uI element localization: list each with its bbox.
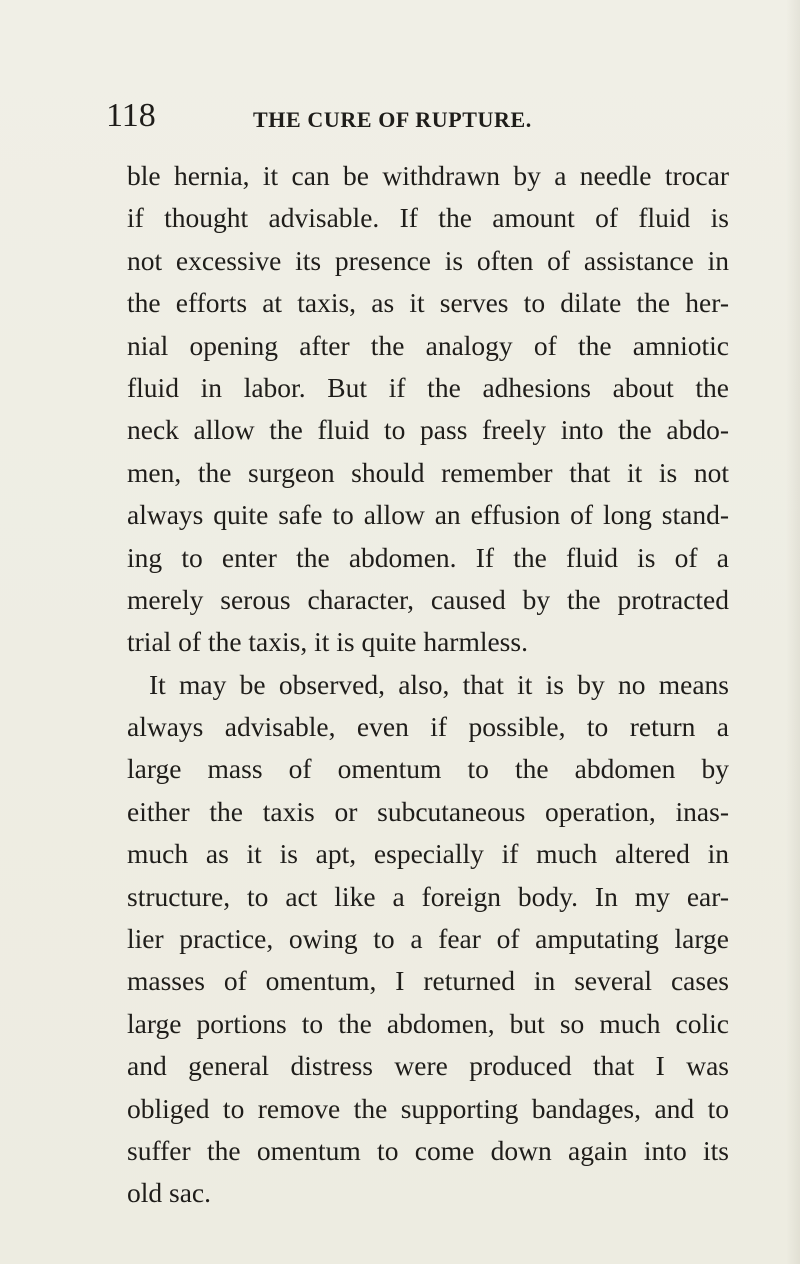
text-line: ble hernia, it can be withdrawn by a needle trocar	[127, 160, 729, 191]
text-line: masses of omentum, I returned in several cases	[127, 965, 729, 997]
text-line: large mass of omentum to the abdomen by	[127, 753, 729, 785]
text-line: if thought advisable. If the amount of fluid is	[127, 202, 729, 234]
page-number: 118	[106, 97, 156, 134]
text-line: large portions to the abdomen, but so much colic	[127, 1007, 729, 1039]
text-line: old sac.	[127, 1177, 212, 1209]
page-header	[106, 96, 728, 136]
text-line: nial opening after the analogy of the amniotic	[127, 329, 729, 361]
text-line: either the taxis or subcutaneous operation, inas-	[127, 795, 729, 827]
text-line: lier practice, owing to a fear of amputating large	[127, 923, 729, 955]
text-line: not excessive its presence is often of assistance in	[127, 244, 729, 276]
text-line: the efforts at taxis, as it serves to dilate the her-	[127, 287, 729, 319]
text-line: structure, to act like a foreign body. In my ear-	[127, 880, 729, 912]
text-line: always quite safe to allow an effusion of long stand-	[127, 499, 729, 531]
text-line: suffer the omentum to come down again into its	[127, 1134, 729, 1166]
text-line: fluid in labor. But if the adhesions about the	[127, 371, 729, 403]
text-line: neck allow the fluid to pass freely into the abdo-	[127, 414, 729, 446]
text-line: trial of the taxis, it is quite harmless.	[127, 626, 528, 658]
text-line: much as it is apt, especially if much altered in	[127, 838, 729, 870]
text-line: obliged to remove the supporting bandages, and to	[127, 1092, 729, 1124]
text-line: always advisable, even if possible, to return a	[127, 711, 729, 743]
text-line: and general distress were produced that I was	[127, 1050, 729, 1082]
text-line: men, the surgeon should remember that it is not	[127, 456, 729, 488]
text-line: merely serous character, caused by the protracted	[127, 583, 729, 615]
text-line: It may be observed, also, that it is by no means	[149, 668, 729, 700]
text-line: ing to enter the abdomen. If the fluid is of a	[127, 541, 729, 573]
page-edge-shadow	[786, 0, 800, 1264]
running-head: THE CURE OF RUPTURE.	[253, 107, 532, 132]
body-text	[127, 155, 729, 1215]
